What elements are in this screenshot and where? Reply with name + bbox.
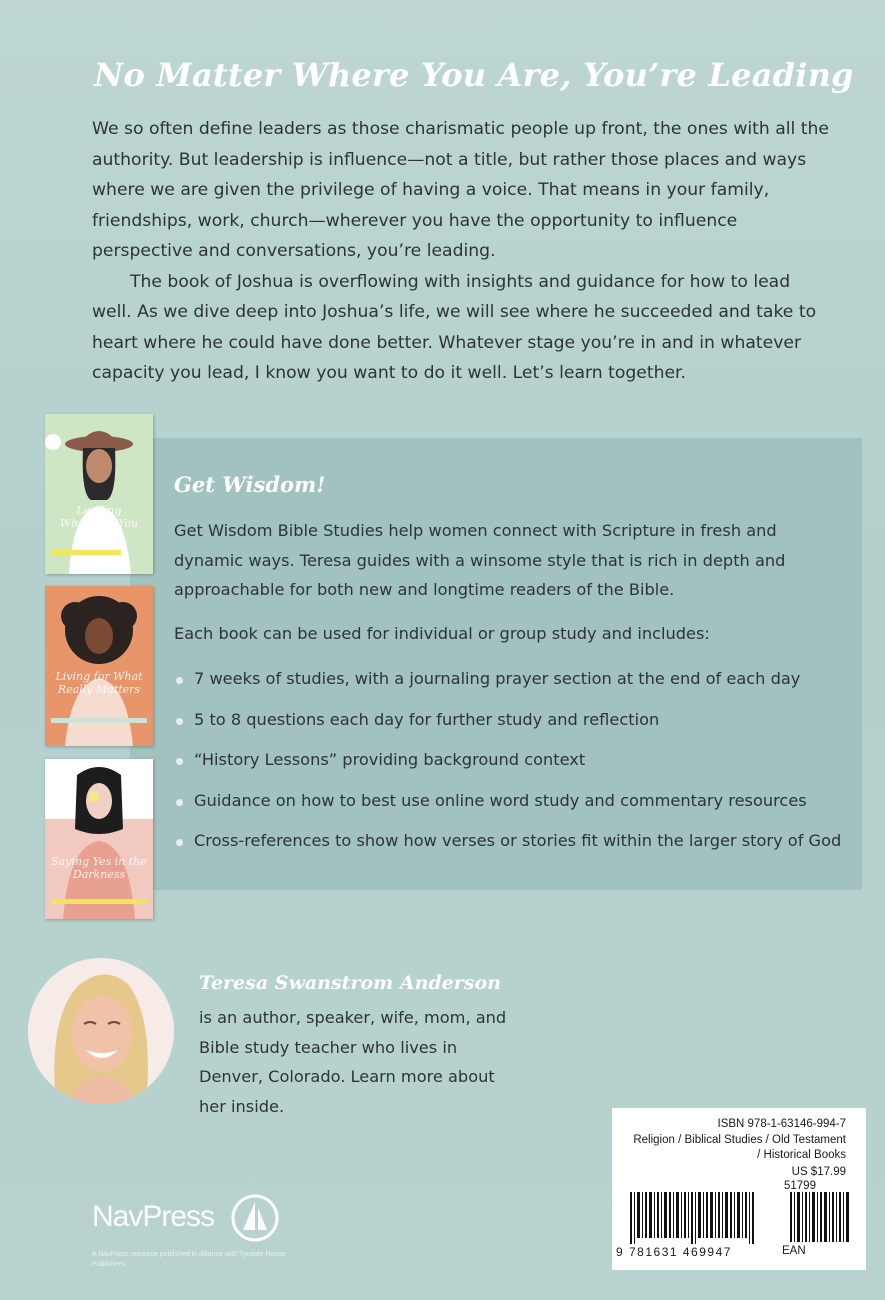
headline: No Matter Where You Are, You’re Leading bbox=[94, 56, 854, 94]
feature-text: 5 to 8 questions each day for further study and reflection bbox=[194, 709, 660, 729]
category: Religion / Biblical Studies / Old Testament bbox=[633, 1134, 846, 1146]
author-bio: is an author, speaker, wife, mom, and Bible study teacher who lives in Denver, Colorado. Learn more about her inside. bbox=[199, 1008, 507, 1116]
bullet-icon bbox=[176, 677, 183, 684]
book-cover-thumbnail bbox=[45, 586, 153, 746]
publisher-logo bbox=[92, 1192, 292, 1282]
series-includes-lead: Each book can be used for individual or group study and includes: bbox=[174, 624, 710, 643]
features-list bbox=[174, 664, 854, 867]
book-cover-thumbnail bbox=[45, 414, 153, 574]
intro-paragraph: We so often define leaders as those charismatic people up front, the ones with all the authority. But leadership is influence—not a title, but rather those places and ways where we are given the privilege of having a voice. That means in your family, friendships, work, church—wherever you have the opportunity to influence perspective and conversations, you’re leading. bbox=[92, 119, 830, 261]
publisher-name: NavPress bbox=[92, 1200, 215, 1233]
intro-paragraph: The book of Joshua is overflowing with insights and guidance for how to lead well. As we dive deep into Joshua’s life, we will see where he succeeded and take to heart where he could have done better. Whatever stage you’re in and in whatever capacity you lead, I know you want to do it well. Let’s learn together. bbox=[92, 271, 817, 383]
barcode-panel bbox=[612, 1108, 866, 1270]
bullet-icon bbox=[176, 758, 183, 765]
book-thumbnail-title: Leading Wherever You Are bbox=[59, 504, 139, 543]
bullet-icon bbox=[176, 839, 183, 846]
list-item bbox=[174, 664, 854, 705]
isbn: ISBN 978-1-63146-994-7 bbox=[717, 1118, 846, 1130]
list-item bbox=[174, 705, 854, 746]
book-cover-thumbnail bbox=[45, 759, 153, 919]
intro-text bbox=[92, 114, 832, 389]
barcode-digits: 9 781631 469947 bbox=[616, 1245, 732, 1259]
category: / Historical Books bbox=[757, 1149, 846, 1161]
feature-text: Cross-references to show how verses or stories fit within the larger story of God bbox=[194, 831, 842, 850]
list-item bbox=[174, 745, 854, 786]
list-item bbox=[174, 786, 854, 827]
bullet-icon bbox=[176, 799, 183, 806]
bullet-icon bbox=[176, 718, 183, 725]
list-item bbox=[174, 826, 854, 867]
ean-label: EAN bbox=[782, 1245, 806, 1257]
price-code: 51799 bbox=[784, 1180, 816, 1192]
book-thumbnail-title: Living for What Really Matters bbox=[55, 670, 143, 696]
publisher-note: A NavPress resource published in alliance with Tyndale House Publishers bbox=[92, 1251, 286, 1268]
feature-text: Guidance on how to best use online word study and commentary resources bbox=[194, 790, 807, 810]
series-title: Get Wisdom! bbox=[174, 472, 326, 497]
author-name: Teresa Swanstrom Anderson bbox=[199, 972, 501, 994]
feature-text: 7 weeks of studies, with a journaling prayer section at the end of each day bbox=[194, 669, 801, 688]
author-photo bbox=[28, 958, 174, 1104]
series-description: Get Wisdom Bible Studies help women connect with Scripture in fresh and dynamic ways. Teresa guides with a winsome style that is rich in depth and approachable for both new and longtime readers of the Bible. bbox=[174, 521, 786, 599]
sail-icon bbox=[229, 1192, 281, 1244]
price: US $17.99 bbox=[791, 1166, 846, 1178]
barcode-icon bbox=[630, 1184, 860, 1244]
feature-text: “History Lessons” providing background context bbox=[194, 750, 586, 769]
book-thumbnail-title: Saying Yes in the Darkness bbox=[51, 855, 147, 881]
